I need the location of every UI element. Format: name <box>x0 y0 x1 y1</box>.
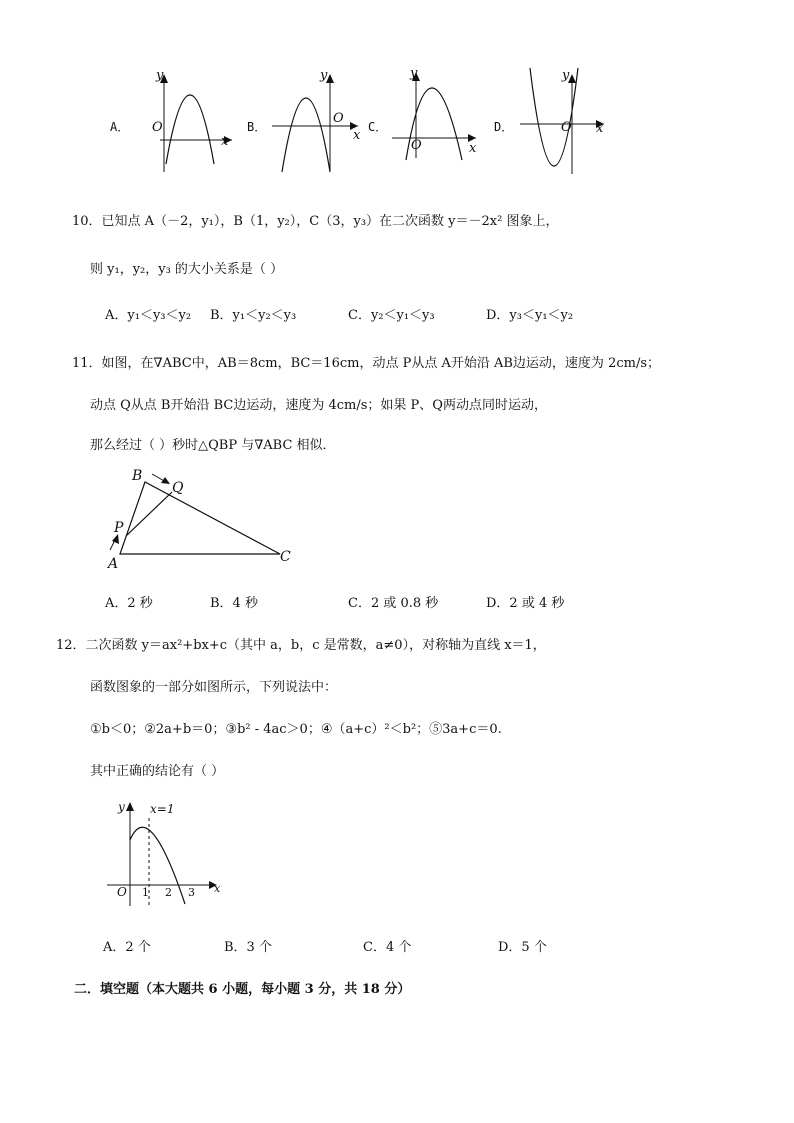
q9-b-y-label: y <box>320 68 328 83</box>
q10-question: 则 y₁，y₂，y₃ 的大小关系是（ ） <box>90 262 284 277</box>
q9-option-b-label: B． <box>247 120 267 134</box>
q11-stem: 11．如图，在∇ABC中，AB＝8cm，BC＝16cm，动点 P从点 A开始沿 AB边运动，速度为 2cm/s； <box>72 356 660 371</box>
q12-stem-line2: 函数图象的一部分如图所示，下列说法中： <box>90 680 338 695</box>
q10-stem: 10．已知点 A（－2，y₁），B（1，y₂），C（3，y₃）在二次函数 y＝－2x² 图象上， <box>72 214 559 229</box>
q12-option-a: A．2 个 <box>103 940 151 955</box>
q9-option-a-label: A． <box>110 120 130 134</box>
q11-option-a: A．2 秒 <box>105 596 153 611</box>
q9-c-x-label: x <box>469 141 477 156</box>
q11-label-c: C <box>280 549 291 565</box>
q9-a-origin: O <box>152 120 163 135</box>
q9-d-origin: O <box>561 120 572 135</box>
q12-origin: O <box>117 885 127 899</box>
q12-tick-2: 2 <box>165 886 172 899</box>
q12-tick-1: 1 <box>142 886 149 899</box>
q9-b-x-label: x <box>353 128 361 143</box>
q11-question: 那么经过（ ）秒时△QBP 与∇ABC 相似． <box>90 438 336 453</box>
q11-label-q: Q <box>172 480 184 496</box>
q11-label-a: A <box>108 556 119 572</box>
q9-d-x-label: x <box>596 121 604 136</box>
section-2-heading: 二．填空题（本大题共 6 小题，每小题 3 分，共 18 分） <box>74 982 411 997</box>
q12-option-d: D．5 个 <box>498 940 547 955</box>
q9-graph-a <box>150 68 250 178</box>
q10-option-a: A．y₁＜y₃＜y₂ <box>105 308 192 323</box>
q9-graph-c <box>390 68 490 178</box>
q11-label-b: B <box>132 468 143 484</box>
q9-option-d-label: D． <box>494 120 514 134</box>
q12-axis-of-symmetry-label: x=1 <box>150 802 175 816</box>
q11-triangle-figure <box>100 466 300 576</box>
q10-option-b: B．y₁＜y₂＜y₃ <box>210 308 297 323</box>
q12-statements: ①b＜0；②2a+b＝0；③b² - 4ac＞0；④（a+c）²＜b²；⑤3a+c＝0. <box>90 722 502 737</box>
q10-option-d: D．y₃＜y₁＜y₂ <box>486 308 574 323</box>
q11-option-d: D．2 或 4 秒 <box>486 596 565 611</box>
q12-stem: 12．二次函数 y＝ax²+bx+c（其中 a，b，c 是常数，a≠0），对称轴为直线 x＝1， <box>56 638 546 653</box>
q12-x-label: x <box>214 882 221 895</box>
q9-a-x-label: x <box>221 134 229 149</box>
q11-stem-line2: 动点 Q从点 B开始沿 BC边运动，速度为 4cm/s；如果 P、Q两动点同时运动， <box>90 398 547 413</box>
q9-option-c-label: C． <box>368 120 388 134</box>
q9-graph-b <box>268 68 368 178</box>
q9-d-y-label: y <box>562 68 570 83</box>
q11-option-b: B．4 秒 <box>210 596 258 611</box>
q12-question: 其中正确的结论有（ ） <box>90 764 225 779</box>
q9-b-origin: O <box>333 111 344 126</box>
q12-tick-3: 3 <box>188 886 195 899</box>
q11-option-c: C．2 或 0.8 秒 <box>348 596 439 611</box>
q12-y-label: y <box>118 800 125 814</box>
q9-c-y-label: y <box>410 66 418 81</box>
q9-a-y-label: y <box>156 68 164 83</box>
q11-label-p: P <box>114 520 124 536</box>
q10-option-c: C．y₂＜y₁＜y₃ <box>348 308 435 323</box>
q12-option-b: B．3 个 <box>224 940 272 955</box>
q12-option-c: C．4 个 <box>363 940 412 955</box>
q9-c-origin: O <box>411 138 422 153</box>
